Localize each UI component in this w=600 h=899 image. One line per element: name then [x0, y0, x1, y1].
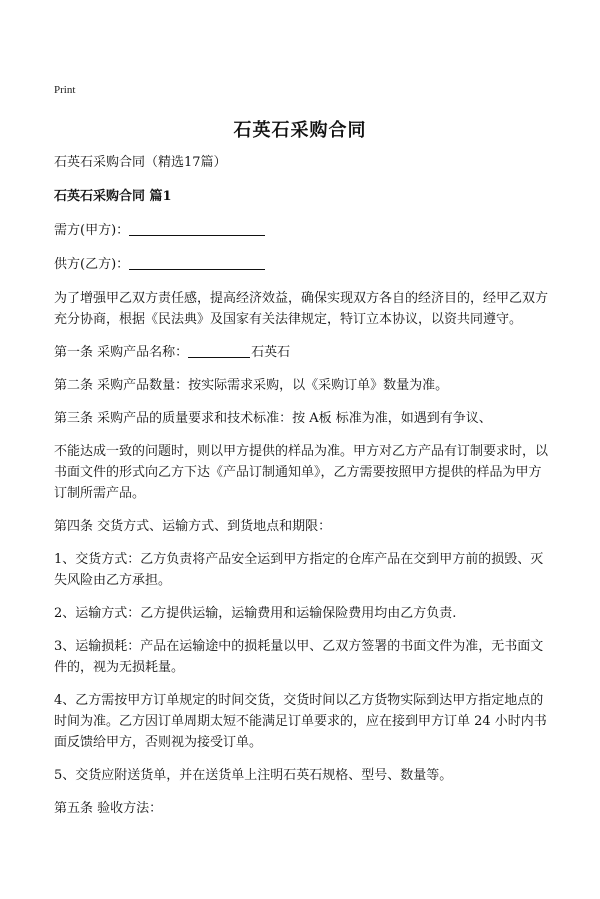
clause-4-item-5: 5、交货应附送货单，并在送货单上注明石英石规格、型号、数量等。 — [54, 768, 453, 783]
clause-4: 第四条 交货方式、运输方式、到货地点和期限： — [54, 519, 332, 534]
document-body — [54, 152, 551, 819]
clause-3: 第三条 采购产品的质量要求和技术标准：按 A板 标准为准，如遇到有争议、 — [54, 411, 492, 426]
clause-2: 第二条 采购产品数量：按实际需求采购，以《采购订单》数量为准。 — [54, 378, 449, 393]
buyer-label: 需方(甲方)： — [54, 223, 130, 238]
clause-1-value: 石英石 — [251, 345, 291, 360]
clause-1-blank — [188, 343, 250, 358]
intro-paragraph: 为了增强甲乙双方责任感，提高经济效益，确保实现双方各自的经济目的，经甲乙双方充分协商，根据《民法典》及国家有关法律规定，特订立本协议，以资共同遵守。 — [54, 291, 549, 327]
seller-line — [54, 254, 551, 275]
clause-3-continued: 不能达成一致的问题时，则以甲方提供的样品为准。甲方对乙方产品有订制要求时，以书面文件的形式向乙方下达《产品订制通知单》，乙方需要按照甲方提供的样品为甲方订制所需产品。 — [54, 444, 549, 501]
seller-label: 供方(乙方)： — [54, 257, 130, 272]
print-link[interactable]: Print — [54, 84, 76, 96]
clause-4-item-1: 1、交货方式：乙方负责将产品安全运到甲方指定的仓库产品在交到甲方前的损毁、灭失风险由乙方承担。 — [54, 552, 544, 588]
buyer-line — [54, 220, 551, 241]
clause-1 — [54, 342, 551, 363]
clause-5: 第五条 验收方法： — [54, 801, 163, 816]
seller-blank — [129, 255, 265, 270]
document-subtitle: 石英石采购合同（精选17篇） — [54, 155, 227, 170]
buyer-blank — [129, 221, 265, 236]
clause-4-item-3: 3、运输损耗：产品在运输途中的损耗量以甲、乙双方签署的书面文件为准，无书面文件的，视为无损耗量。 — [54, 639, 544, 675]
clause-4-item-4: 4、乙方需按甲方订单规定的时间交货，交货时间以乙方货物实际到达甲方指定地点的时间为准。乙方因订单周期太短不能满足订单要求的，应在接到甲方订单 24 小时内书面反馈给甲方，否则视为接受订单。 — [54, 693, 547, 750]
section-heading: 石英石采购合同 篇1 — [54, 189, 172, 204]
clause-1-prefix: 第一条 采购产品名称： — [54, 345, 189, 360]
clause-4-item-2: 2、运输方式：乙方提供运输，运输费用和运输保险费用均由乙方负责. — [54, 606, 457, 621]
document-title: 石英石采购合同 — [233, 120, 367, 141]
